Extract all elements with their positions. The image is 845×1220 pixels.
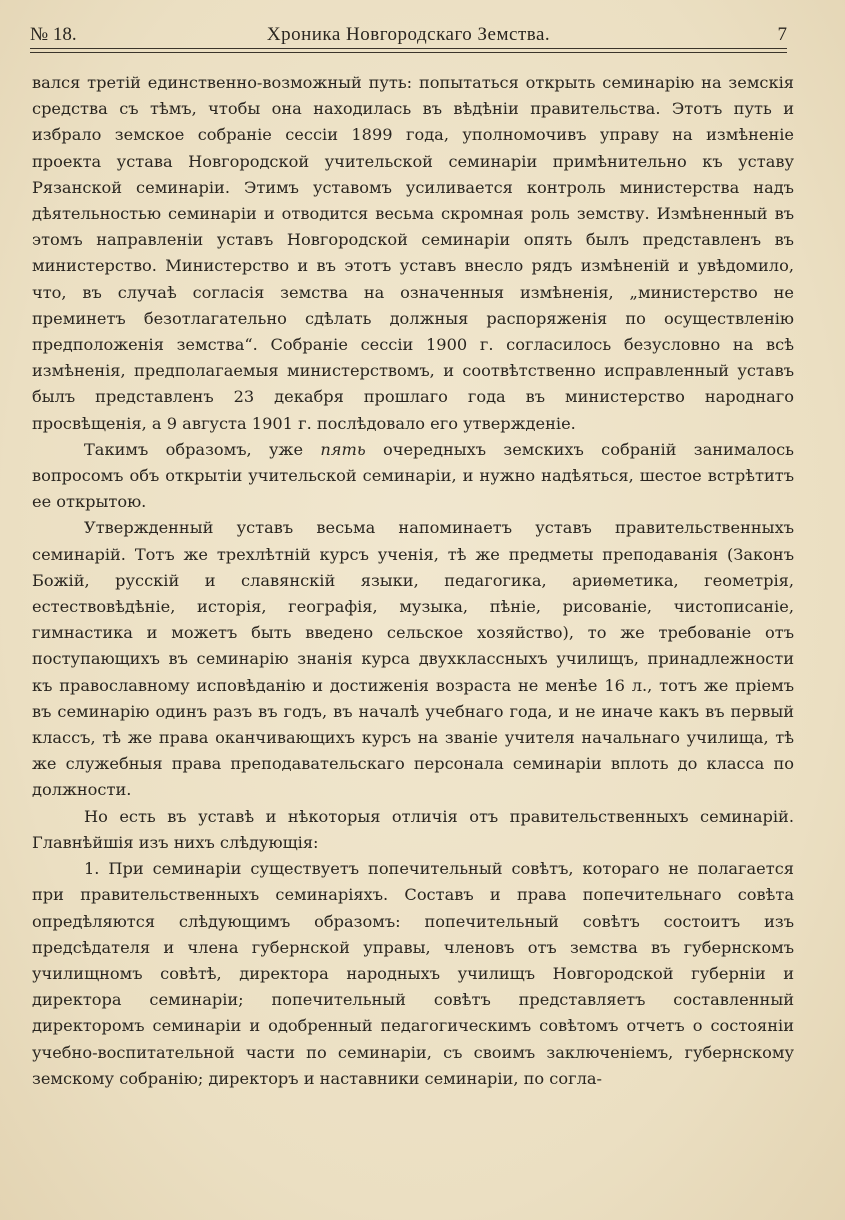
page-number: 7 (777, 24, 787, 45)
text-run: Такимъ образомъ, уже (84, 439, 321, 459)
article-body (32, 70, 794, 1092)
header-rule-thin (30, 52, 787, 53)
paragraph (32, 437, 794, 516)
paragraph: 1. При семинаріи существуетъ попечительный совѣтъ, котораго не полагается при правительственныхъ семинаріяхъ. Составъ и права попечительнаго совѣта опредѣляются слѣдующимъ образомъ: попечительный совѣтъ состоитъ изъ предсѣдателя и члена губернской управы, членовъ отъ земства въ губернскомъ училищномъ совѣтѣ, директора народныхъ училищъ Новгородской губерніи и директора семинаріи; попечительный совѣтъ представляетъ составленный директоромъ семинаріи и одобренный педагогическимъ совѣтомъ отчетъ о состояніи учебно-воспитательной части по семинаріи, съ своимъ заключеніемъ, губернскому земскому собранію; директоръ и наставники семинаріи, по согла- (32, 859, 794, 1088)
text-run: очередныхъ земскихъ собраній занималось вопросомъ объ открытіи учительской семинаріи, и нужно надѣяться, шестое встрѣтитъ ее открытою. (32, 439, 794, 512)
header-rule (30, 48, 787, 49)
paragraph: вался третій единственно-возможный путь: попытаться открыть семинарію на земскія средства съ тѣмъ, чтобы она находилась въ вѣдѣніи правительства. Этотъ путь и избрало земское собраніе сессіи 1899 года, уполномочивъ управу на измѣненіе проекта устава Новгородской учительской семинаріи примѣнительно къ уставу Рязанской семинаріи. Этимъ уставомъ усиливается контроль министерства надъ дѣятельностью семинаріи и отводится весьма скромная роль земству. Измѣненный въ этомъ направленіи уставъ Новгородской семинаріи опять былъ представленъ въ министерство. Министерство и въ этотъ уставъ внесло рядъ измѣненій и увѣдомило, что, въ случаѣ согласія земства на означенныя измѣненія, „министерство не преминетъ безотлагательно сдѣлать должныя распоряженія по осуществленію предположенія земства“. Собраніе сессіи 1900 г. согласилось безусловно на всѣ измѣненія, предполагаемыя министерствомъ, и соотвѣтственно исправленный уставъ былъ представленъ 23 декабря прошлаго года въ министерство народнаго просвѣщенія, а 9 августа 1901 г. послѣдовало его утвержденіе. (32, 73, 794, 433)
paragraph: Но есть въ уставѣ и нѣкоторыя отличія отъ правительственныхъ семинарій. Главнѣйшія изъ нихъ слѣдующія: (32, 806, 794, 852)
running-title: Хроника Новгородскаго Земства. (266, 24, 551, 45)
paragraph: Утвержденный уставъ весьма напоминаетъ уставъ правительственныхъ семинарій. Тотъ же трехлѣтній курсъ ученія, тѣ же предметы преподаванія (Законъ Божій, русскій и славянскій языки, педагогика, ариѳметика, геометрія, естествовѣдѣніе, исторія, географія, музыка, пѣніе, рисованіе, чистописаніе, гимнастика и можетъ быть введено сельское хозяйство), то же требованіе отъ поступающихъ въ семинарію знанія курса двухклассныхъ училищъ, принадлежности къ православному исповѣданію и достиженія возраста не менѣе 16 л., тотъ же пріемъ въ семинарію одинъ разъ въ годъ, въ началѣ учебнаго года, и не иначе какъ въ первый классъ, тѣ же права оканчивающихъ курсъ на званіе учителя начальнаго училища, тѣ же служебныя права преподавательскаго персонала семинаріи вплоть до класса по должности. (32, 518, 794, 800)
issue-number: № 18. (30, 24, 77, 45)
emphasis: пять (320, 439, 366, 459)
